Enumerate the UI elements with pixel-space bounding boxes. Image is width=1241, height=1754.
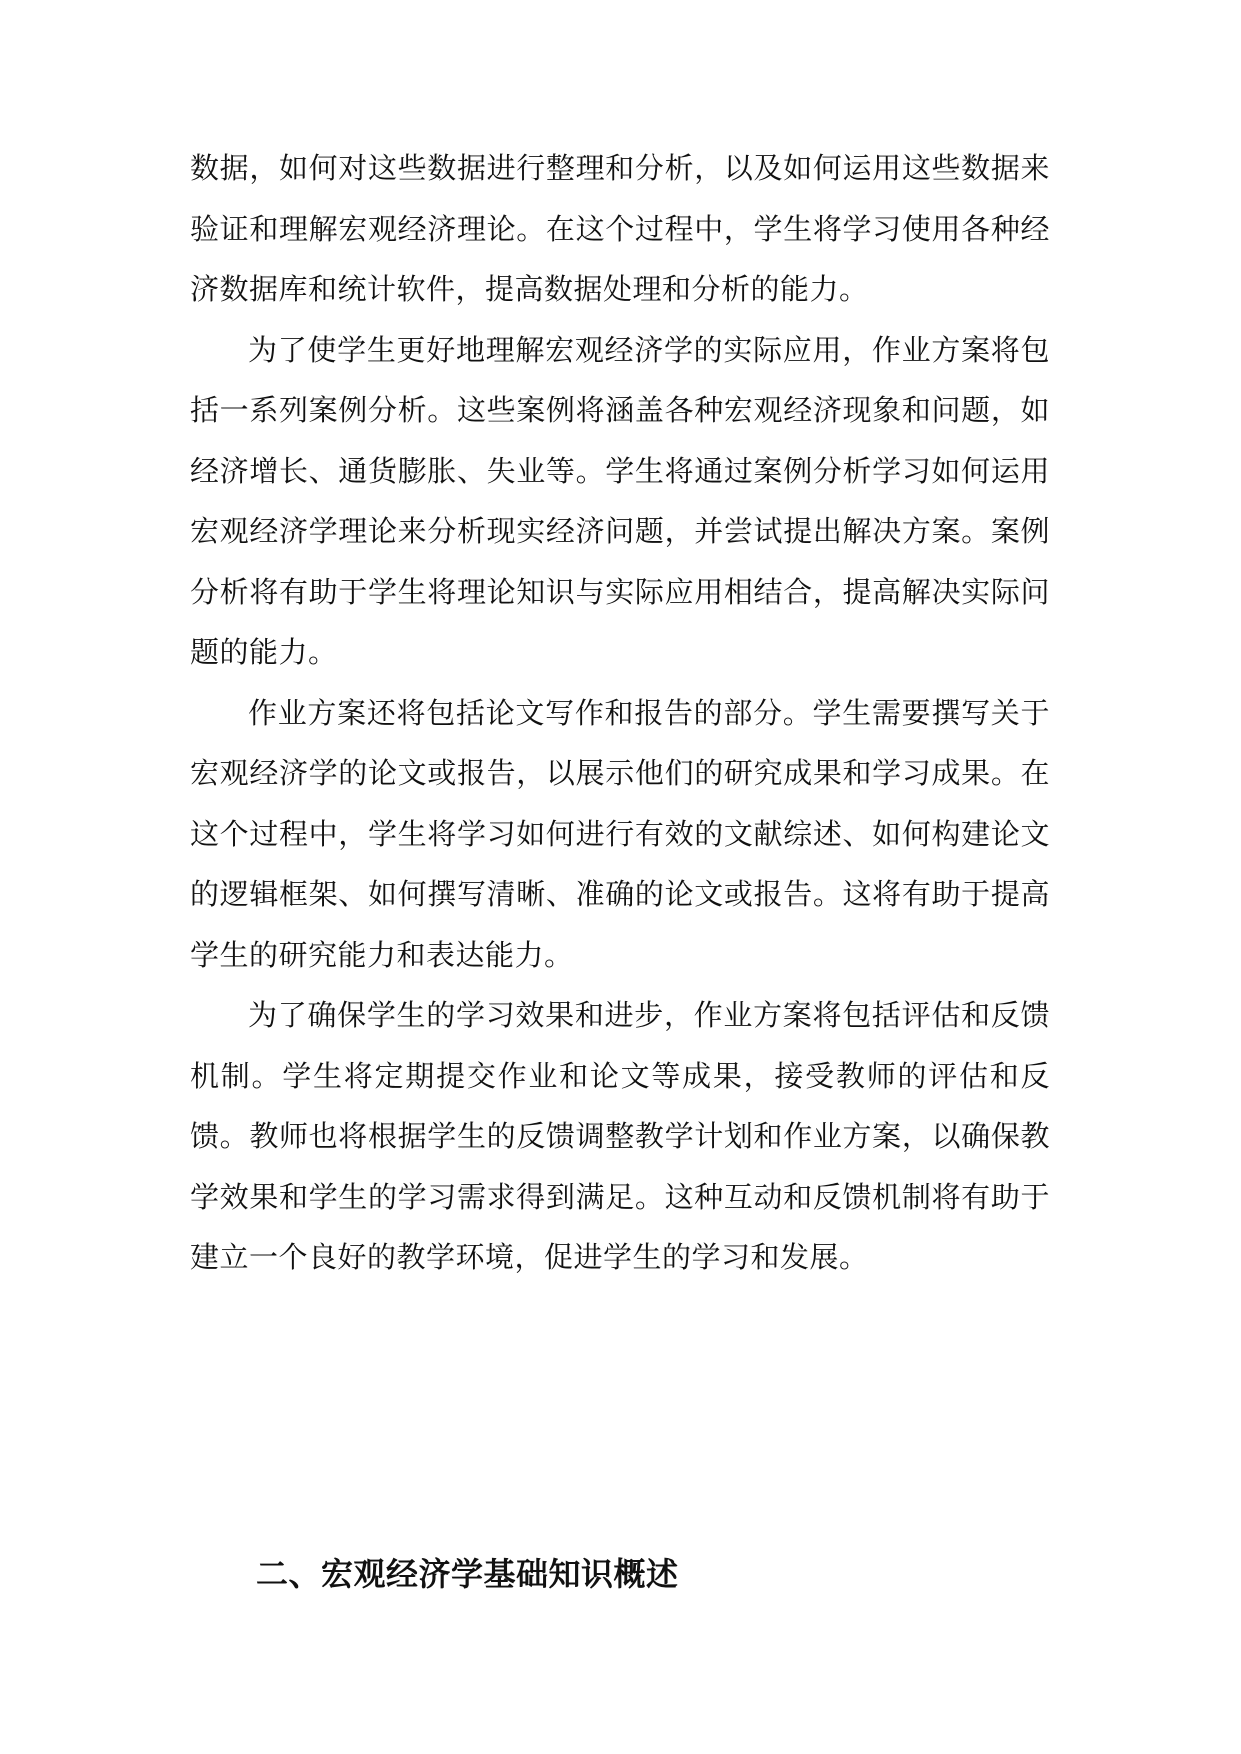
paragraph-evaluation-feedback: 为了确保学生的学习效果和进步，作业方案将包括评估和反馈机制。学生将定期提交作业和论文等成果，接受教师的评估和反馈。教师也将根据学生的反馈调整教学计划和作业方案，以确保教学效果和学生的学习需求得到满足。这种互动和反馈机制将有助于建立一个良好的教学环境，促进学生的学习和发展。 (190, 998, 1050, 1274)
paragraph-continuation: 数据，如何对这些数据进行整理和分析，以及如何运用这些数据来验证和理解宏观经济理论。在这个过程中，学生将学习使用各种经济数据库和统计软件，提高数据处理和分析的能力。 (190, 151, 1050, 306)
document-body (190, 138, 1050, 1288)
section-heading: 二、宏观经济学基础知识概述 (256, 1555, 679, 1593)
paragraph-case-analysis: 为了使学生更好地理解宏观经济学的实际应用，作业方案将包括一系列案例分析。这些案例将涵盖各种宏观经济现象和问题，如经济增长、通货膨胀、失业等。学生将通过案例分析学习如何运用宏观经济学理论来分析现实经济问题，并尝试提出解决方案。案例分析将有助于学生将理论知识与实际应用相结合，提高解决实际问题的能力。 (190, 332, 1050, 669)
paragraph-paper-writing: 作业方案还将包括论文写作和报告的部分。学生需要撰写关于宏观经济学的论文或报告，以展示他们的研究成果和学习成果。在这个过程中，学生将学习如何进行有效的文献综述、如何构建论文的逻辑框架、如何撰写清晰、准确的论文或报告。这将有助于提高学生的研究能力和表达能力。 (190, 695, 1050, 972)
